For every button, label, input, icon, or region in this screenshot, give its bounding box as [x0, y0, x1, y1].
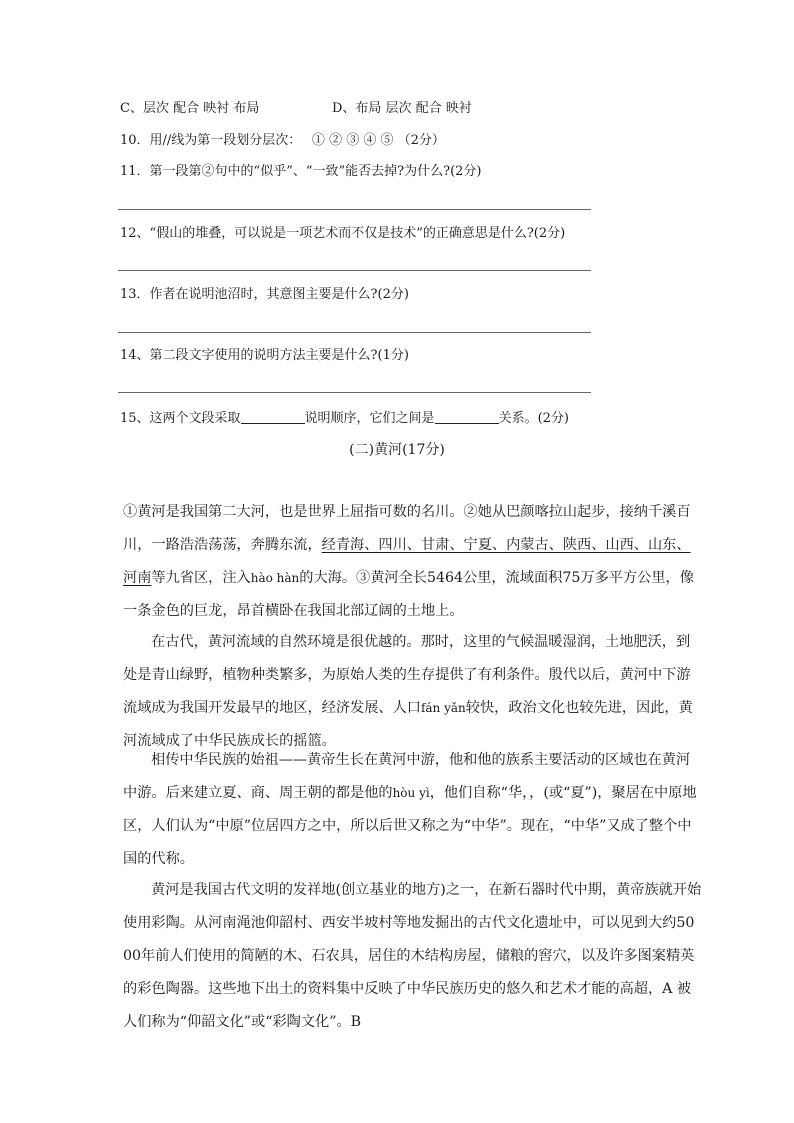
question-15-part-a: 15、这两个文段采取 [120, 411, 241, 426]
answer-line-12 [118, 270, 591, 271]
p3-text-a: 相传中华民族的始祖——黄帝生长在黄河中游，他和他的族系主要活动的区域也在黄河中游。后来建立夏、商、周王朝的都是他的 [123, 752, 691, 801]
question-14: 14、第二段文字使用的说明方法主要是什么?(1分) [120, 348, 409, 363]
question-12: 12、“假山的堆叠，可以说是一项艺术而不仅是技术”的正确意思是什么?(2分) [120, 226, 566, 241]
p3-text-b: ，他们自称“华，，(或“夏”)，聚居在中原地区，人们认为“中原”位居四方之中，所以后世又称之为“中华”。现在，“中华”又成了整个中国的代称。 [123, 785, 697, 867]
p1-text-a: ①黄河是我国第二大河，也是世界上屈指可数的名川。②她从巴颜喀拉山起步，接纳千溪百川，一路浩浩荡荡，奔腾东流， [123, 504, 691, 553]
paragraph-3 [123, 744, 703, 876]
p2-text-b: 较快，政治文化也较先进，因此，黄河流域成了中华民族成长的摇篮。 [123, 700, 693, 749]
option-d: D、布局 层次 配合 映衬 [332, 101, 472, 116]
question-15-part-b: 说明顺序，它们之间是 [304, 411, 435, 426]
question-15 [120, 409, 569, 428]
p2-text-a: 在古代，黄河流域的自然环境是很优越的。那时，这里的气候温暖湿润，土地肥沃，到处是青山绿野，植物种类繁多，为原始人类的生存提供了有利条件。殷代以后，黄河中下游流域成为我国开发最早的地区，经济发展、人口 [123, 634, 691, 716]
paragraph-2 [123, 626, 703, 758]
question-10: 10．用//线为第一段划分层次： ① ② ③ ④ ⑤ （2分） [120, 133, 445, 148]
p1-underlined: 经青海、四川、甘肃、宁夏、内蒙古、陕西、山西、山东、河南 [123, 537, 691, 586]
question-11: 11．第一段第②句中的“似乎”、“一致”能否去掉?为什么?(2分) [120, 164, 482, 179]
answer-line-14 [118, 392, 591, 393]
blank-order[interactable] [241, 409, 305, 424]
blank-relation[interactable] [435, 409, 499, 424]
p3-pinyin: hòu yì [392, 786, 430, 800]
p1-text-c: 的大海。③黄河全长5464公里，流域面积75万多平方公里，像一条金色的巨龙，昂首横卧在我国北部辽阔的土地上。 [123, 570, 694, 619]
answer-line-13 [118, 332, 591, 333]
p1-text-b: 等九省区，注入 [151, 570, 251, 586]
paragraph-1 [123, 496, 703, 628]
question-13: 13．作者在说明池沼时，其意图主要是什么?(2分) [120, 287, 409, 302]
p1-pinyin: hào hàn [250, 571, 300, 585]
p4-text: 黄河是我国古代文明的发祥地(创立基业的地方)之一，在新石器时代中期，黄帝族就开始使用彩陶。从河南渑池仰韶村、西安半坡村等地发掘出的古代文化遗址中，可以见到大约5000年前人们使用的简陋的木、石农具，居住的木结构房屋，储粮的窖穴，以及许多图案精英的彩色陶器。这些地下出土的资料集中反映了中华民族历史的悠久和艺术才能的高超，A 被人们称为“仰韶文化”或“彩陶文化”。B [123, 882, 702, 1030]
section-title: (二)黄河(17分) [349, 442, 445, 458]
paragraph-4 [123, 874, 703, 1039]
answer-line-11 [118, 209, 591, 210]
question-15-part-c: 关系。(2分) [498, 411, 569, 426]
option-c: C、层次 配合 映衬 布局 [120, 101, 260, 116]
p2-pinyin: fán yǎn [420, 701, 466, 715]
